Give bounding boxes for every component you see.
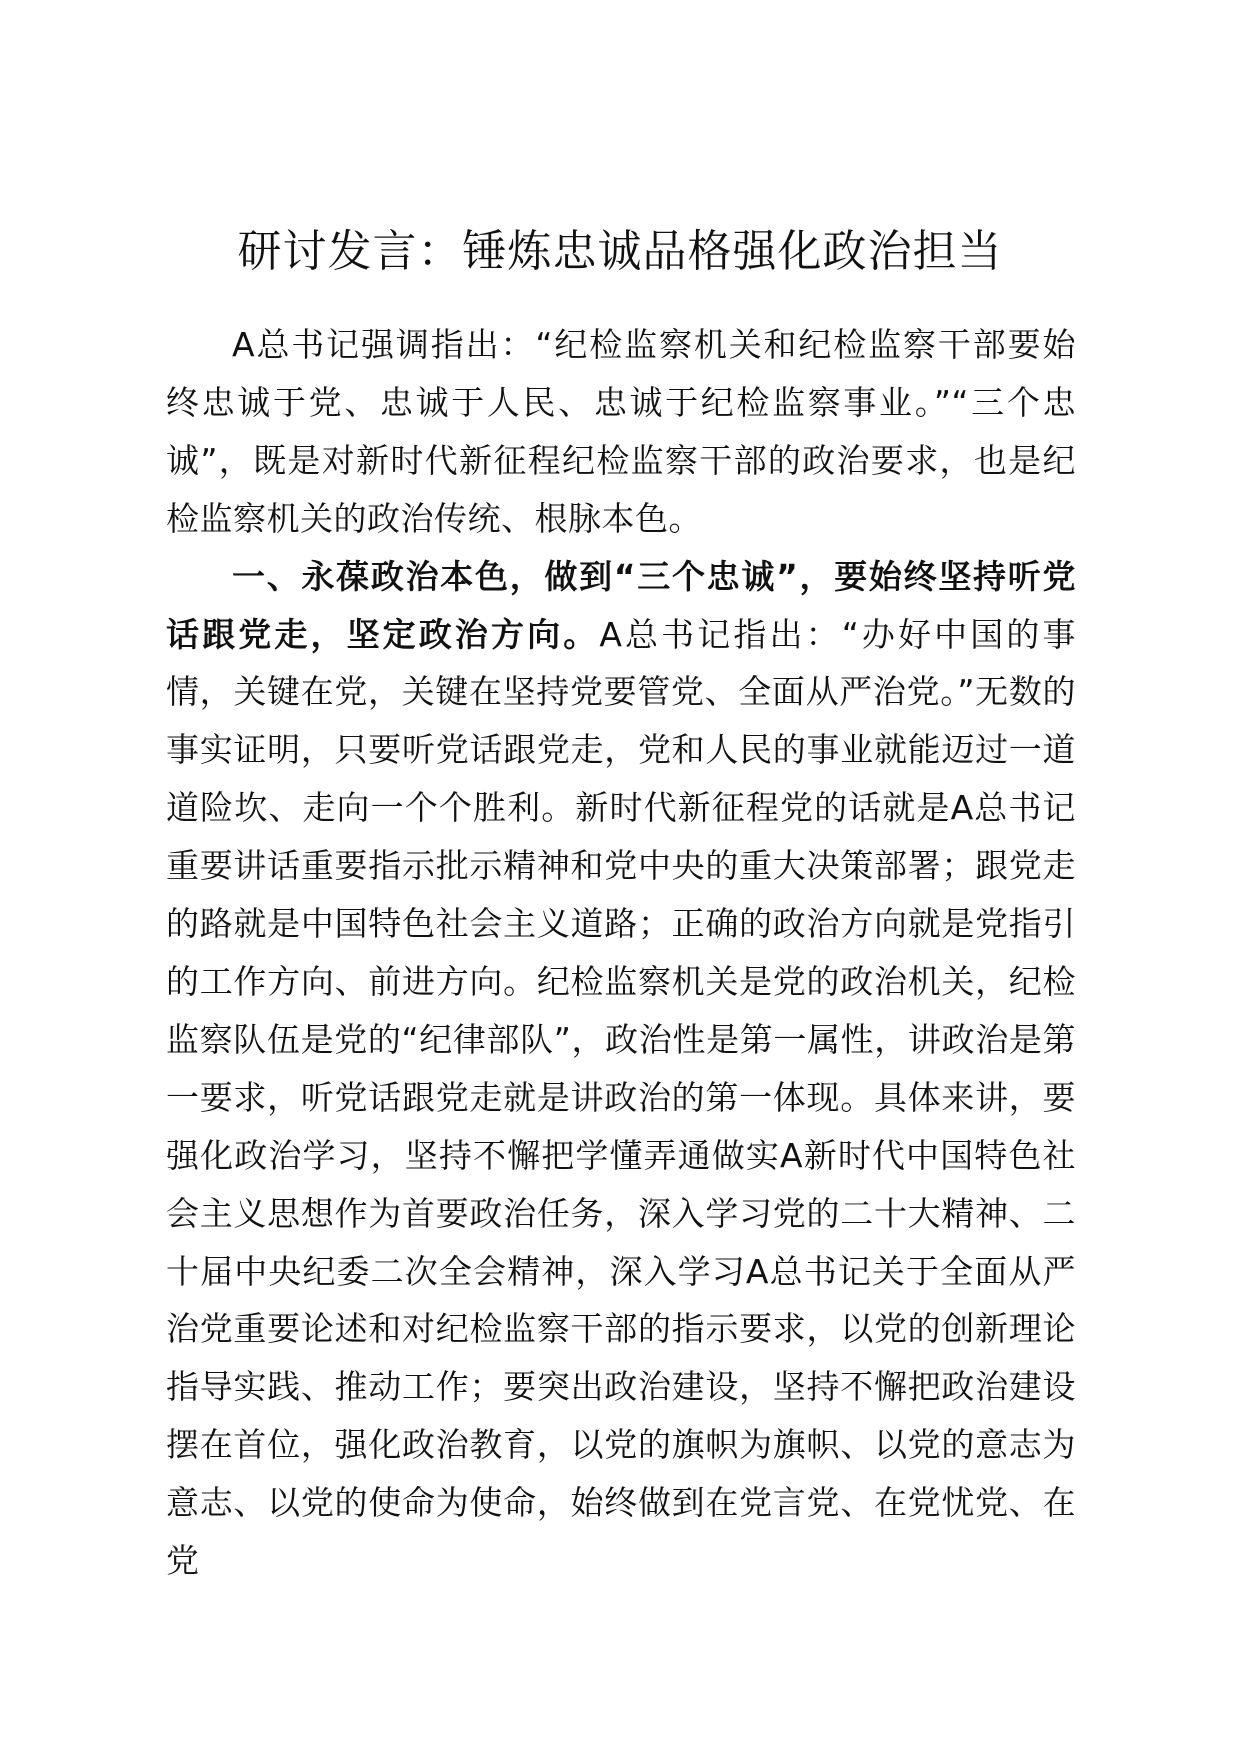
paragraph-section-one-text: A总书记指出：“办好中国的事情，关键在党，关键在坚持党要管党、全面从严治党。”无数的事实证明，只要听党话跟党走，党和人民的事业就能迈过一道道险坎、走向一个个胜利。新时代新征程党的话就是A总书记重要讲话重要指示批示精神和党中央的重大决策部署；跟党走的路就是中国特色社会主义道路；正确的政治方向就是党指引的工作方向、前进方向。纪检监察机关是党的政治机关，纪检监察队伍是党的“纪律部队”，政治性是第一属性，讲政治是第一要求，听党话跟党走就是讲政治的第一体现。具体来讲，要强化政治学习，坚持不懈把学懂弄通做实A新时代中国特色社会主义思想作为首要政治任务，深入学习党的二十大精神、二十届中央纪委二次全会精神，深入学习A总书记关于全面从严治党重要论述和对纪检监察干部的指示要求，以党的创新理论指导实践、推动工作；要突出政治建设，坚持不懈把政治建设摆在首位，强化政治教育，以党的旗帜为旗帜、以党的意志为意志、以党的使命为使命，始终做到在党言党、在党忧党、在党: [166, 614, 1077, 1581]
page-title: 研讨发言：锤炼忠诚品格强化政治担当: [237, 226, 1003, 277]
paragraph-intro: [166, 316, 1076, 548]
document-body: [166, 316, 1076, 1590]
paragraph-section-one: [166, 548, 1076, 1590]
paragraph-intro-text: A总书记强调指出：“纪检监察机关和纪检监察干部要始终忠诚于党、忠诚于人民、忠诚于纪检监察事业。”“三个忠诚”，既是对新时代新征程纪检监察干部的政治要求，也是纪检监察机关的政治传统、根脉本色。: [166, 325, 1076, 538]
section-one-heading: 一、永葆政治本色，做到“三个忠诚”，要始终坚持听党话跟党走，坚定政治方向。: [166, 556, 1076, 654]
